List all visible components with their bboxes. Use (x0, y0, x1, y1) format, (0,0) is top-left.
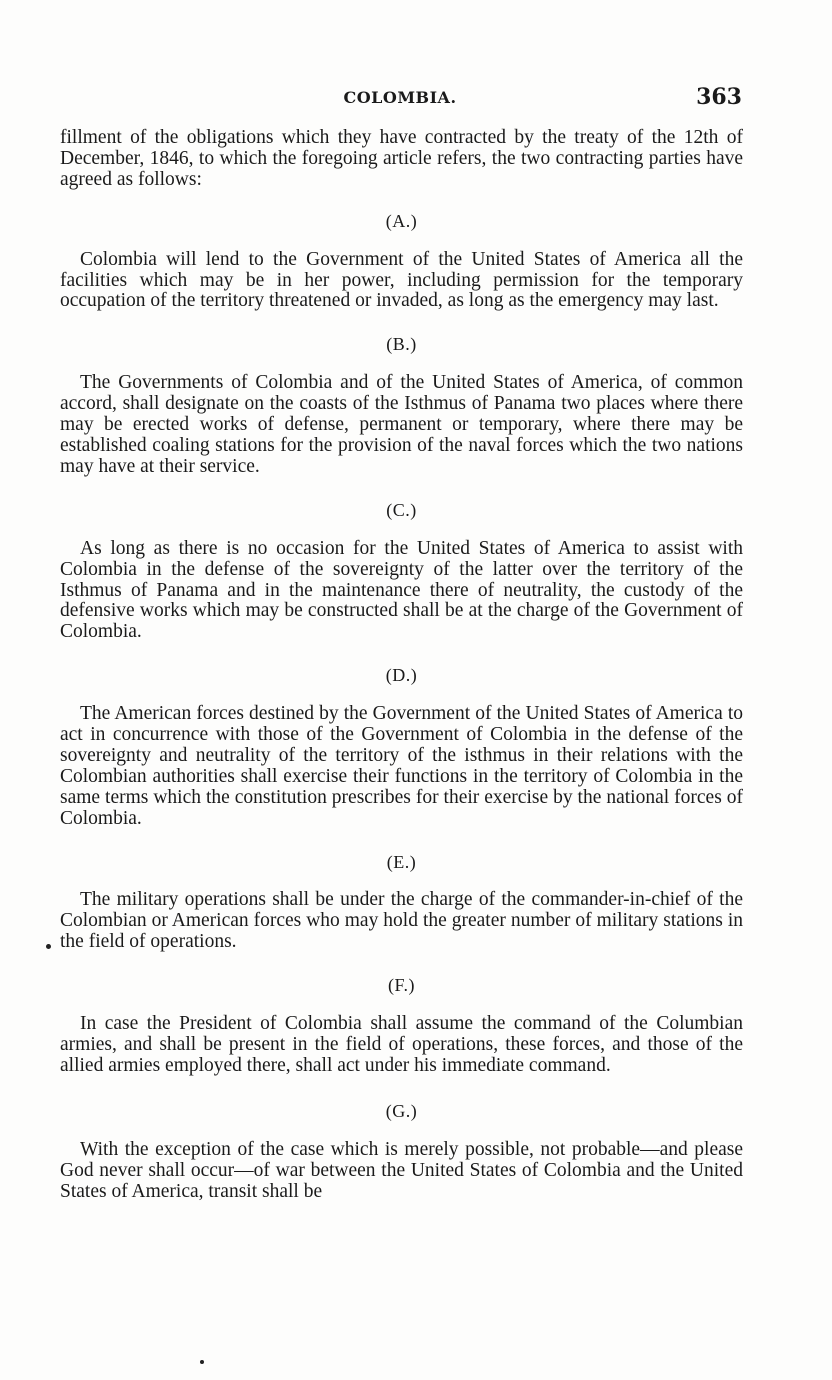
section-text-a: Colombia will lend to the Government of the United States of America all the facilities which may be in her power, including permission for the temporary occupation of the territory threatened or invaded, as long as the emergency may last. (60, 248, 743, 312)
intro-paragraph: fillment of the obligations which they have contracted by the treaty of the 12th of December, 1846, to which the foregoing article refers, the two contracting parties have agreed as follows: (60, 127, 743, 190)
running-title: COLOMBIA. (343, 88, 457, 107)
section-heading-f: (F.) (387, 975, 416, 996)
print-speck (46, 944, 51, 949)
running-head (0, 84, 832, 114)
page-number: 363 (696, 84, 742, 110)
section-text-e: The military operations shall be under the charge of the commander-in-chief of the Colombian or American forces who may hold the greater number of military stations in the field of operations. (60, 889, 743, 953)
section-heading-g: (G.) (385, 1100, 418, 1121)
section-text-g: With the exception of the case which is merely possible, not probable—and please God never shall occur—of war between the United States of Colombia and the United States of America, transit shall be (60, 1138, 743, 1202)
section-heading-c: (C.) (386, 499, 417, 520)
section-heading-b: (B.) (386, 334, 417, 355)
body-text (60, 128, 743, 1202)
section-heading-a: (A.) (385, 210, 418, 231)
section-text-f: In case the President of Colombia shall assume the command of the Columbian armies, and shall be present in the field of operations, these forces, and those of the allied armies employed there, shall act under his immediate command. (60, 1013, 743, 1076)
section-heading-d: (D.) (385, 665, 418, 686)
section-text-b: The Governments of Colombia and of the United States of America, of common accord, shall designate on the coasts of the Isthmus of Panama two places where there may be erected works of defense, permanent or temporary, where there may be established coaling stations for the provision of the naval forces which the two nations may have at their service. (60, 372, 743, 477)
print-speck (200, 1360, 204, 1364)
section-heading-e: (E.) (386, 851, 417, 872)
section-text-d: The American forces destined by the Government of the United States of America to act in concurrence with those of the Government of Colombia in the defense of the sovereignty and neutrality of the territory of the isthmus in their relations with the Colombian authorities shall exercise their functions in the territory of Colombia in the same terms which the constitution prescribes for their exercise by the national forces of Colombia. (60, 703, 743, 829)
section-text-c: As long as there is no occasion for the United States of America to assist with Colombia in the defense of the sovereignty of the latter over the territory of the Isthmus of Panama and in the maintenance there of neutrality, the custody of the defensive works which may be constructed shall be at the charge of the Government of Colombia. (60, 537, 743, 643)
